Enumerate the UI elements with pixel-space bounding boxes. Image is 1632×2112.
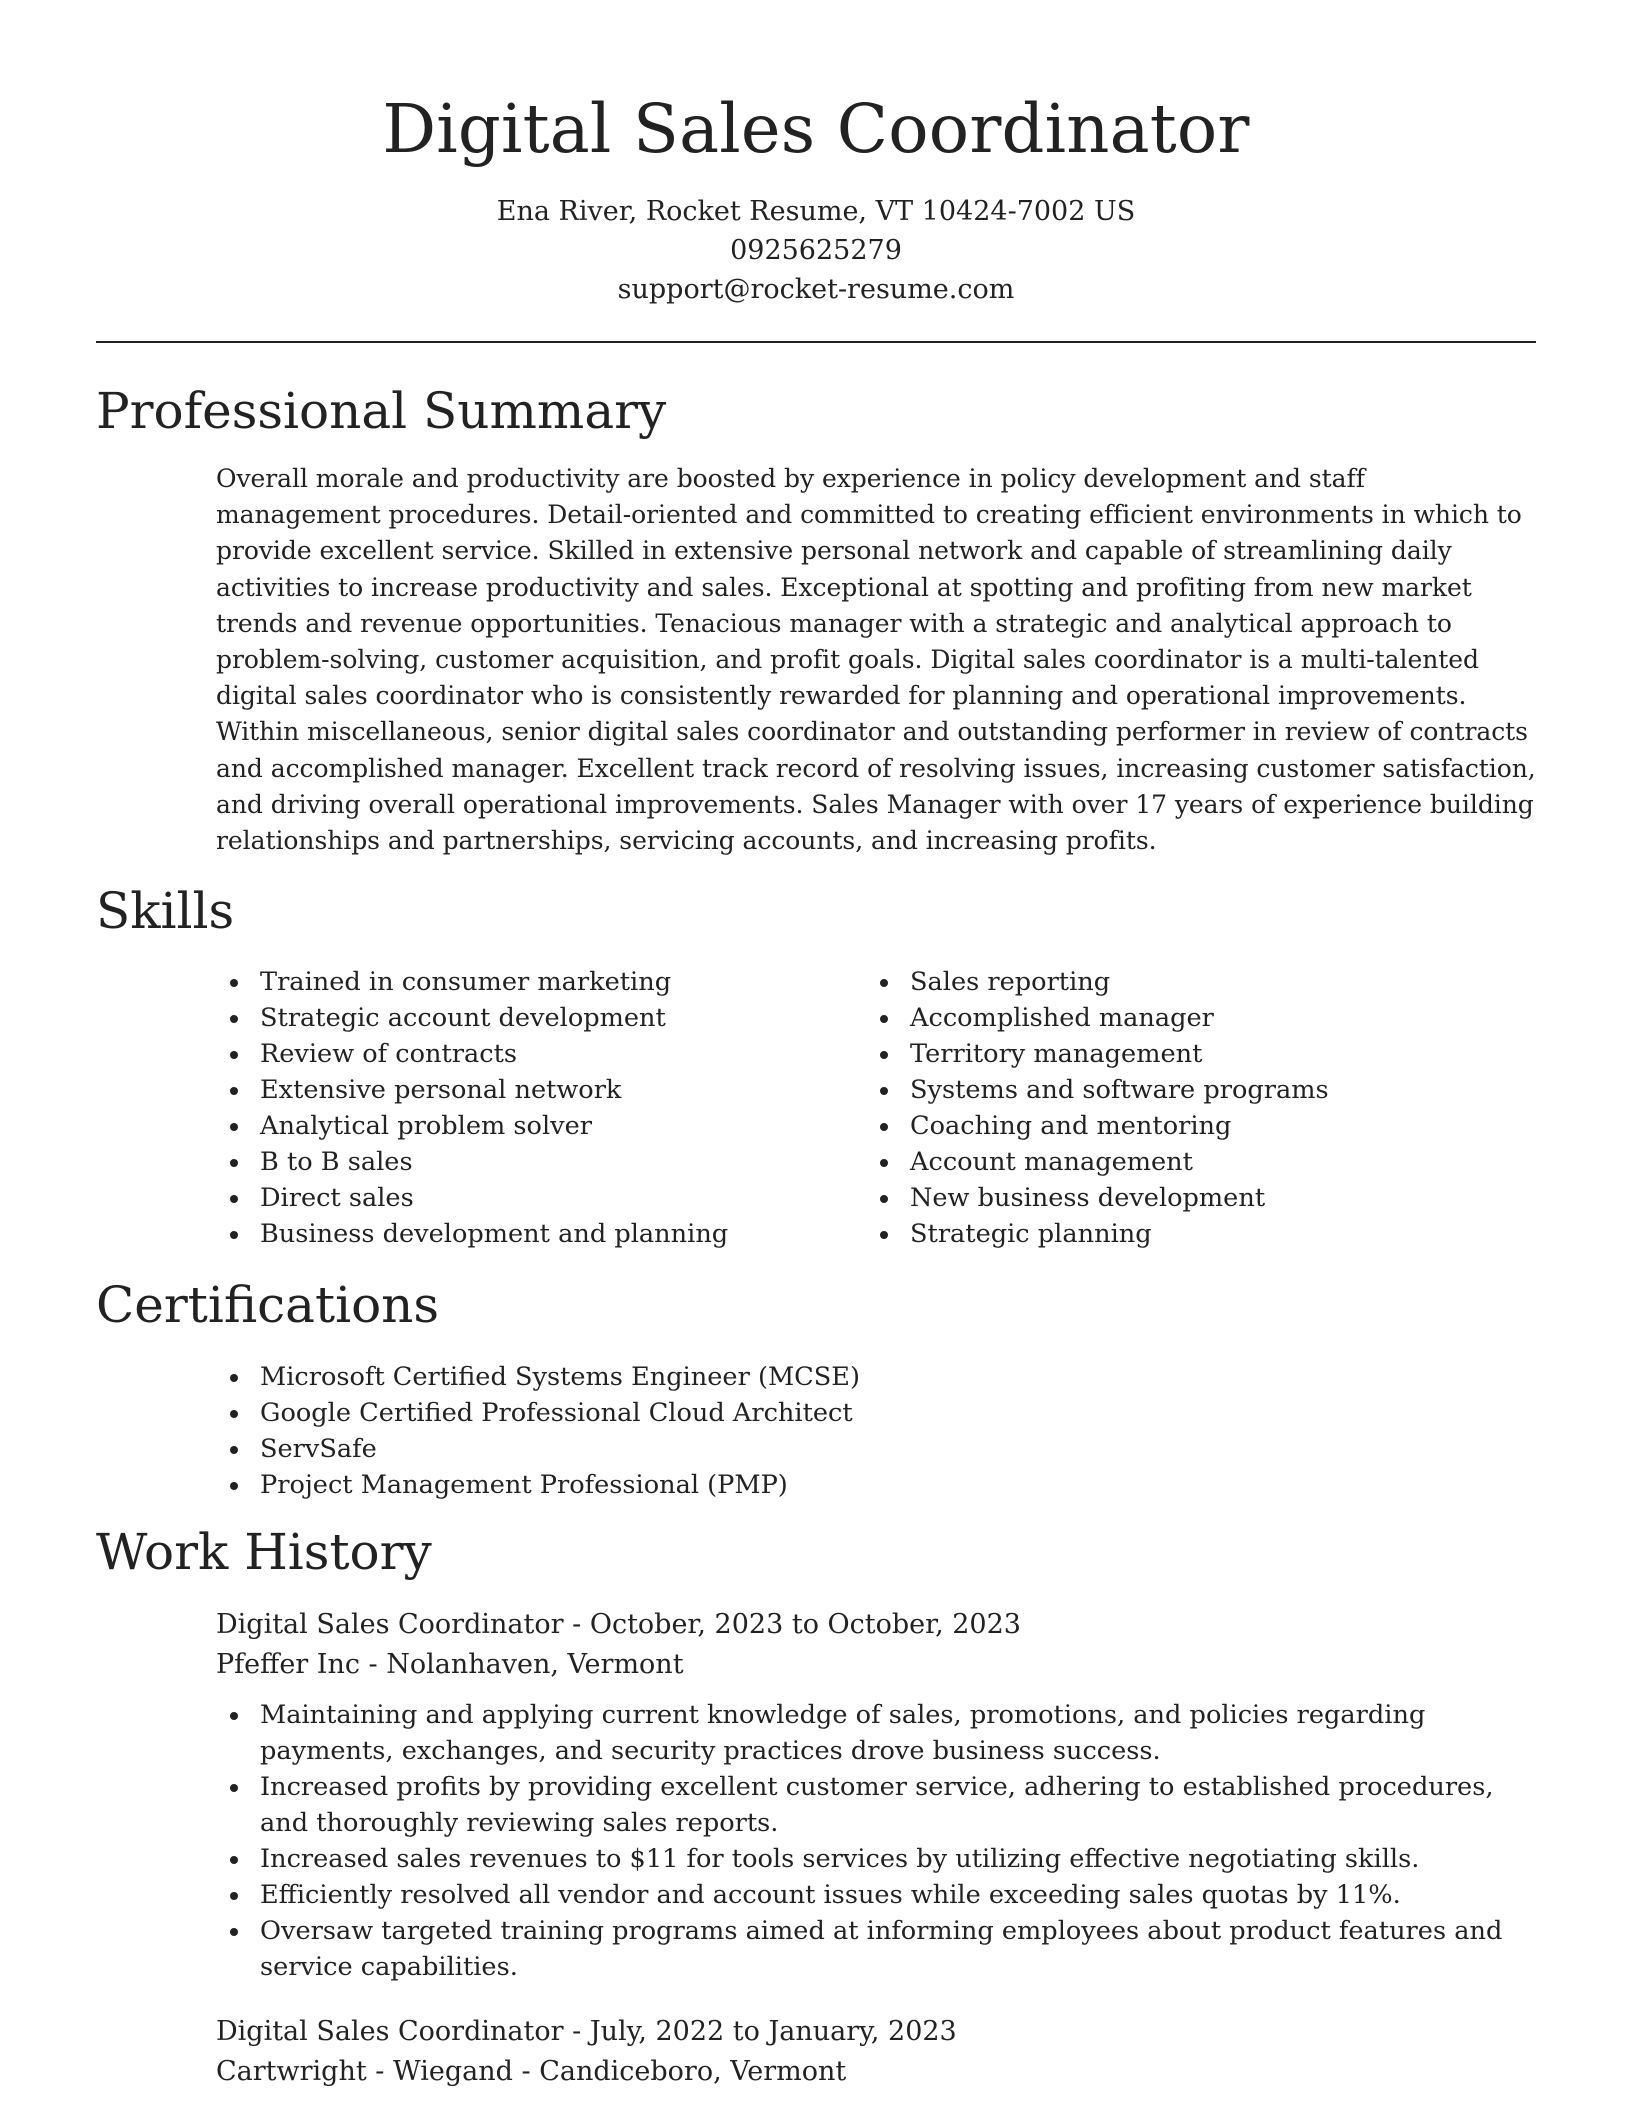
certification-item: Microsoft Certified Systems Engineer (MCSE)	[216, 1359, 1516, 1395]
skill-item: Review of contracts	[216, 1036, 856, 1072]
separator: -	[563, 2016, 590, 2047]
certification-item: Project Management Professional (PMP)	[216, 1467, 1516, 1503]
job-bullet: Increased profits by providing excellent customer service, adhering to established procedures, and thoroughly reviewing sales reports.	[216, 1769, 1536, 1841]
separator: -	[359, 1649, 387, 1680]
skills-column-right	[866, 964, 1506, 1252]
job-company-line	[216, 2052, 1536, 2092]
separator: -	[563, 1609, 590, 1640]
separator: -	[512, 2056, 540, 2087]
job-bullet: Maintaining and applying current knowledge of sales, promotions, and policies regarding payments, exchanges, and security practices drove business success.	[216, 1697, 1536, 1769]
summary-text: Overall morale and productivity are boosted by experience in policy development and staff management procedures. Detail-oriented and committed to creating efficient environments in which to provide excellent service. Skilled in extensive personal network and capable of streamlining daily activities to increase productivity and sales. Exceptional at spotting and profiting from new market trends and revenue opportunities. Tenacious manager with a strategic and analytical approach to problem-solving, customer acquisition, and profit goals. Digital sales coordinator is a multi-talented digital sales coordinator who is consistently rewarded for planning and operational improvements. Within miscellaneous, senior digital sales coordinator and outstanding performer in review of contracts and accomplished manager. Excellent track record of resolving issues, increasing customer satisfaction, and driving overall operational improvements. Sales Manager with over 17 years of experience building relationships and partnerships, servicing accounts, and increasing profits.	[216, 464, 1536, 856]
job-bullet: Efficiently resolved all vendor and account issues while exceeding sales quotas by 11%.	[216, 1877, 1536, 1913]
job-dates: October, 2023 to October, 2023	[589, 1609, 1021, 1640]
certification-item: Google Certified Professional Cloud Architect	[216, 1395, 1516, 1431]
certification-item: ServSafe	[216, 1431, 1516, 1467]
skills-list-right	[866, 964, 1506, 1252]
skill-item: Trained in consumer marketing	[216, 964, 856, 1000]
skill-item: Coaching and mentoring	[866, 1108, 1506, 1144]
job-bullet: Oversaw targeted training programs aimed at informing employees about product features and service capabilities.	[216, 1913, 1536, 1985]
job-title-line	[216, 1605, 1536, 1645]
skill-item: New business development	[866, 1180, 1506, 1216]
skills-list-left	[216, 964, 856, 1252]
certifications-heading: Certifications	[96, 1276, 440, 1334]
resume-name: Digital Sales Coordinator	[382, 90, 1250, 168]
header-divider	[96, 341, 1536, 343]
email: support@rocket-resume.com	[617, 274, 1015, 305]
skill-item: Sales reporting	[866, 964, 1506, 1000]
certifications-block	[216, 1359, 1516, 1503]
skills-heading: Skills	[96, 882, 235, 940]
job-bullets	[216, 1697, 1536, 1985]
resume-header	[0, 0, 1632, 309]
skill-item: Strategic planning	[866, 1216, 1506, 1252]
phone: 0925625279	[730, 235, 902, 266]
job-location: Candiceboro, Vermont	[539, 2056, 847, 2087]
skill-item: Strategic account development	[216, 1000, 856, 1036]
skill-item: B to B sales	[216, 1144, 856, 1180]
job-company: Cartwright - Wiegand	[216, 2056, 513, 2087]
skill-item: Analytical problem solver	[216, 1108, 856, 1144]
job-company-line	[216, 1645, 1536, 1685]
skill-item: Extensive personal network	[216, 1072, 856, 1108]
job-location: Nolanhaven, Vermont	[386, 1649, 684, 1680]
job-company: Pfeffer Inc	[216, 1649, 360, 1680]
job-title-line	[216, 2012, 1536, 2052]
contact-info	[0, 192, 1632, 309]
address: Ena River, Rocket Resume, VT 10424-7002 US	[496, 196, 1136, 227]
skill-item: Accomplished manager	[866, 1000, 1506, 1036]
job-entry	[216, 1605, 1536, 1985]
skill-item: Direct sales	[216, 1180, 856, 1216]
skill-item: Account management	[866, 1144, 1506, 1180]
job-role: Digital Sales Coordinator	[216, 1609, 564, 1640]
certifications-list	[216, 1359, 1516, 1503]
work-history-heading: Work History	[96, 1523, 432, 1581]
skills-column-left	[216, 964, 856, 1252]
job-bullet: Increased sales revenues to $11 for tools services by utilizing effective negotiating skills.	[216, 1841, 1536, 1877]
skill-item: Business development and planning	[216, 1216, 856, 1252]
job-dates: July, 2022 to January, 2023	[589, 2016, 957, 2047]
summary-heading: Professional Summary	[96, 382, 667, 440]
job-role: Digital Sales Coordinator	[216, 2016, 564, 2047]
job-entry	[216, 2012, 1536, 2092]
skill-item: Systems and software programs	[866, 1072, 1506, 1108]
skill-item: Territory management	[866, 1036, 1506, 1072]
